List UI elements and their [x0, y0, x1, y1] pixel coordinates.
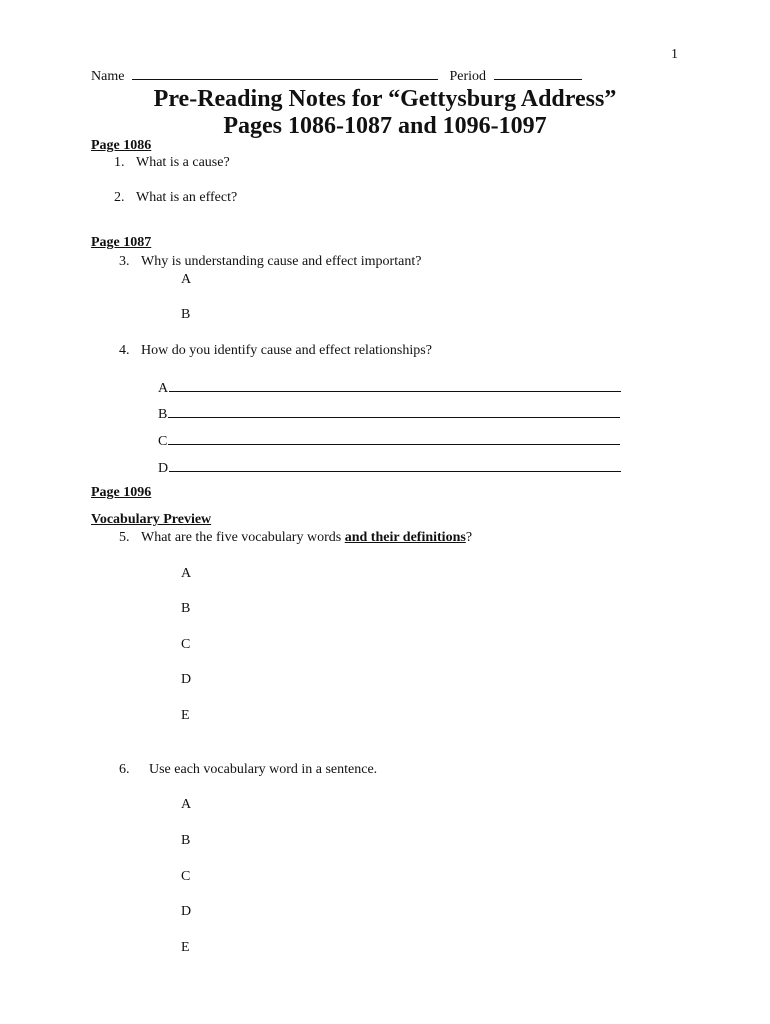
question-text	[141, 530, 472, 545]
answer-5c-label: C	[181, 637, 191, 652]
title-line-2: Pages 1086-1087 and 1096-1097	[223, 113, 547, 139]
section-page-1096: Page 1096	[91, 485, 152, 500]
answer-4c-label: C	[158, 434, 168, 449]
name-period-row	[91, 67, 582, 84]
answer-4c-line[interactable]	[168, 432, 620, 445]
question-3	[119, 255, 421, 269]
answer-4b-label: B	[158, 407, 168, 422]
answer-5d-label: D	[181, 672, 192, 687]
period-label: Period	[449, 69, 486, 84]
question-number: 4.	[119, 343, 130, 358]
answer-4d-line[interactable]	[169, 459, 621, 472]
answer-4d	[158, 459, 621, 476]
question-6	[119, 763, 377, 777]
answer-3b-label: B	[181, 307, 191, 322]
question-text: Use each vocabulary word in a sentence.	[149, 762, 378, 777]
question-number: 5.	[119, 530, 130, 545]
question-number: 1.	[114, 155, 125, 170]
answer-5a-label: A	[181, 566, 192, 581]
question-text: How do you identify cause and effect relationships?	[141, 343, 432, 358]
page-number: 1	[671, 47, 678, 62]
answer-6b-label: B	[181, 833, 191, 848]
question-text: What is an effect?	[136, 190, 238, 205]
section-page-1086: Page 1086	[91, 138, 152, 153]
answer-4a-line[interactable]	[169, 379, 621, 392]
question-text-after: ?	[465, 530, 473, 545]
title-line-1: Pre-Reading Notes for “Gettysburg Address”	[153, 86, 617, 112]
answer-5b-label: B	[181, 601, 191, 616]
question-number: 6.	[119, 762, 130, 777]
section-page-1087: Page 1087	[91, 235, 152, 250]
answer-5e-label: E	[181, 708, 190, 723]
answer-6e-label: E	[181, 940, 190, 955]
answer-4c	[158, 432, 620, 449]
answer-6c-label: C	[181, 869, 191, 884]
question-number: 3.	[119, 254, 130, 269]
answer-6d-label: D	[181, 904, 192, 919]
answer-4a-label: A	[158, 381, 169, 396]
answer-4a	[158, 379, 621, 396]
question-text-before: What are the five vocabulary words	[141, 530, 345, 545]
answer-4b-line[interactable]	[168, 405, 620, 418]
name-blank[interactable]	[132, 67, 438, 80]
question-number: 2.	[114, 190, 125, 205]
name-label: Name	[91, 69, 125, 84]
question-text-emphasis: and their definitions	[344, 530, 466, 545]
question-1	[114, 156, 230, 170]
answer-4d-label: D	[158, 461, 169, 476]
question-2	[114, 191, 237, 205]
question-4	[119, 344, 432, 358]
question-5	[119, 531, 472, 545]
question-text: What is a cause?	[136, 155, 230, 170]
answer-6a-label: A	[181, 797, 192, 812]
period-blank[interactable]	[494, 67, 582, 80]
question-text: Why is understanding cause and effect important?	[141, 254, 422, 269]
answer-4b	[158, 405, 620, 422]
section-vocabulary-preview: Vocabulary Preview	[91, 512, 212, 527]
answer-3a-label: A	[181, 272, 192, 287]
